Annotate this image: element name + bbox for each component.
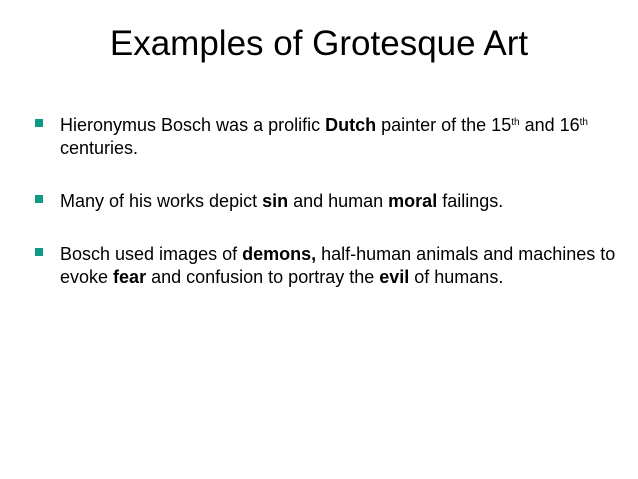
text-run: Bosch used images of	[60, 244, 243, 264]
text-run: Hieronymus Bosch was a prolific	[60, 115, 326, 135]
text-run: and confusion to portray the	[146, 267, 380, 287]
text-run: and human	[288, 191, 389, 211]
slide-title: Examples of Grotesque Art	[109, 24, 529, 63]
emphasis-text: fear	[113, 267, 147, 287]
emphasis-text: Dutch	[325, 115, 377, 135]
square-bullet-icon	[35, 195, 43, 203]
text-run: and 16	[519, 115, 580, 135]
emphasis-text: sin	[262, 191, 289, 211]
bullet-item	[33, 190, 623, 213]
superscript-text: th	[511, 117, 520, 128]
bullet-item	[33, 114, 623, 160]
text-run: failings.	[437, 191, 504, 211]
square-bullet-icon	[35, 119, 43, 127]
emphasis-text: demons,	[242, 244, 317, 264]
text-run: half-human animals and machines to evoke	[60, 244, 616, 287]
emphasis-text: moral	[388, 191, 438, 211]
text-run: centuries.	[60, 138, 139, 158]
bullet-text	[60, 115, 588, 158]
bullet-text	[60, 191, 503, 211]
text-run: Many of his works depict	[60, 191, 263, 211]
bullet-list	[33, 114, 623, 319]
text-run: painter of the 15	[376, 115, 512, 135]
bullet-text	[60, 244, 615, 287]
emphasis-text: evil	[379, 267, 410, 287]
superscript-text: th	[579, 117, 588, 128]
bullet-item	[33, 243, 623, 289]
text-run: of humans.	[409, 267, 504, 287]
square-bullet-icon	[35, 248, 43, 256]
